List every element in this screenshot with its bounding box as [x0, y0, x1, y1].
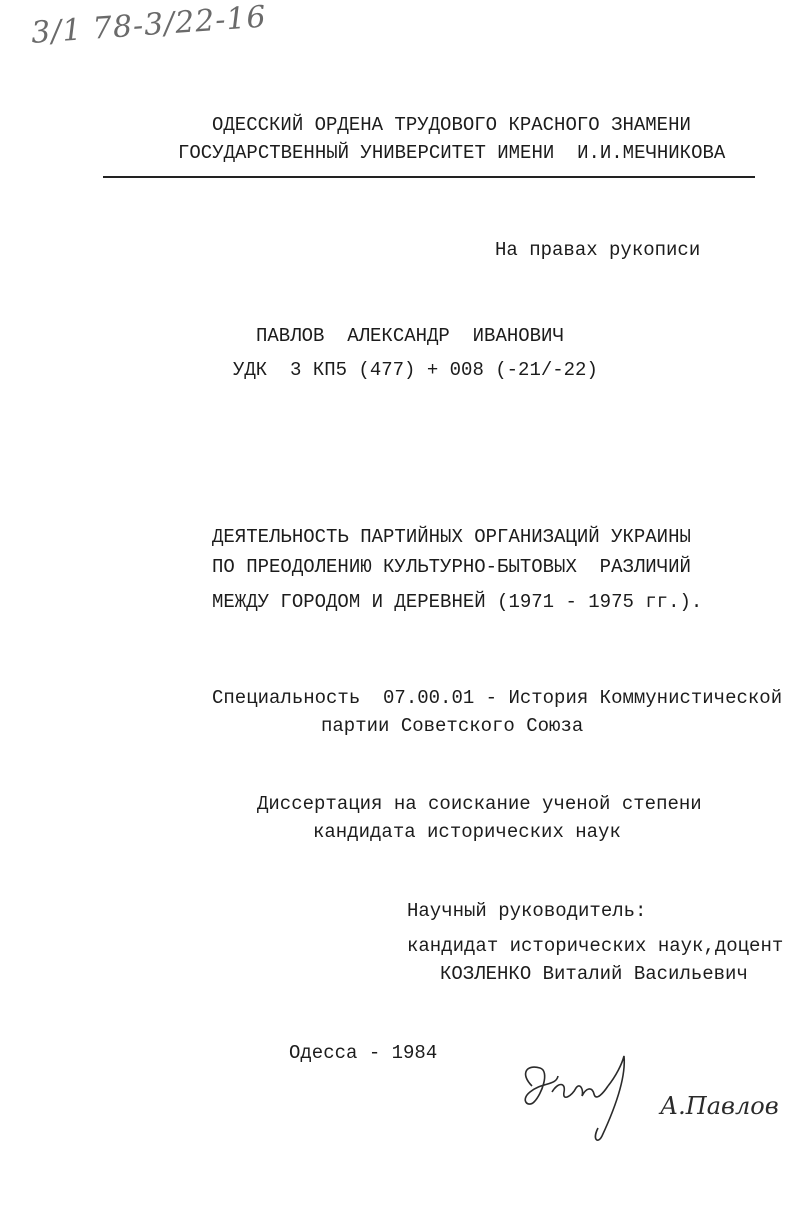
- place-and-year: Одесса - 1984: [289, 1042, 438, 1064]
- title-line-1: ДЕЯТЕЛЬНОСТЬ ПАРТИЙНЫХ ОРГАНИЗАЦИЙ УКРАИНЫ: [212, 526, 691, 548]
- supervisor-title: кандидат исторических наук,доцент: [407, 935, 784, 957]
- degree-line-2: кандидата исторических наук: [313, 821, 621, 843]
- author-name: ПАВЛОВ АЛЕКСАНДР ИВАНОВИЧ: [256, 325, 564, 347]
- author-signature: [512, 1046, 642, 1146]
- institution-line-1: ОДЕССКИЙ ОРДЕНА ТРУДОВОГО КРАСНОГО ЗНАМЕНИ: [212, 114, 691, 136]
- title-line-2: ПО ПРЕОДОЛЕНИЮ КУЛЬТУРНО-БЫТОВЫХ РАЗЛИЧИЙ: [212, 556, 691, 578]
- archive-handwritten-mark: 3/1 78-3/22-16: [30, 0, 268, 51]
- handwritten-name: А.Павлов: [660, 1092, 779, 1120]
- specialty-line-2: партии Советского Союза: [321, 715, 584, 737]
- udc-code: УДК 3 КП5 (477) + 008 (-21/-22): [233, 359, 598, 381]
- specialty-line-1: Специальность 07.00.01 - История Коммунистической: [212, 687, 783, 709]
- header-divider: [103, 176, 755, 178]
- title-line-3: МЕЖДУ ГОРОДОМ И ДЕРЕВНЕЙ (1971 - 1975 гг.).: [212, 591, 703, 613]
- institution-line-2: ГОСУДАРСТВЕННЫЙ УНИВЕРСИТЕТ ИМЕНИ И.И.МЕЧНИКОВА: [178, 142, 726, 164]
- supervisor-name: КОЗЛЕНКО Виталий Васильевич: [440, 963, 748, 985]
- supervisor-label: Научный руководитель:: [407, 900, 647, 922]
- degree-line-1: Диссертация на соискание ученой степени: [257, 793, 702, 815]
- manuscript-note: На правах рукописи: [495, 239, 701, 261]
